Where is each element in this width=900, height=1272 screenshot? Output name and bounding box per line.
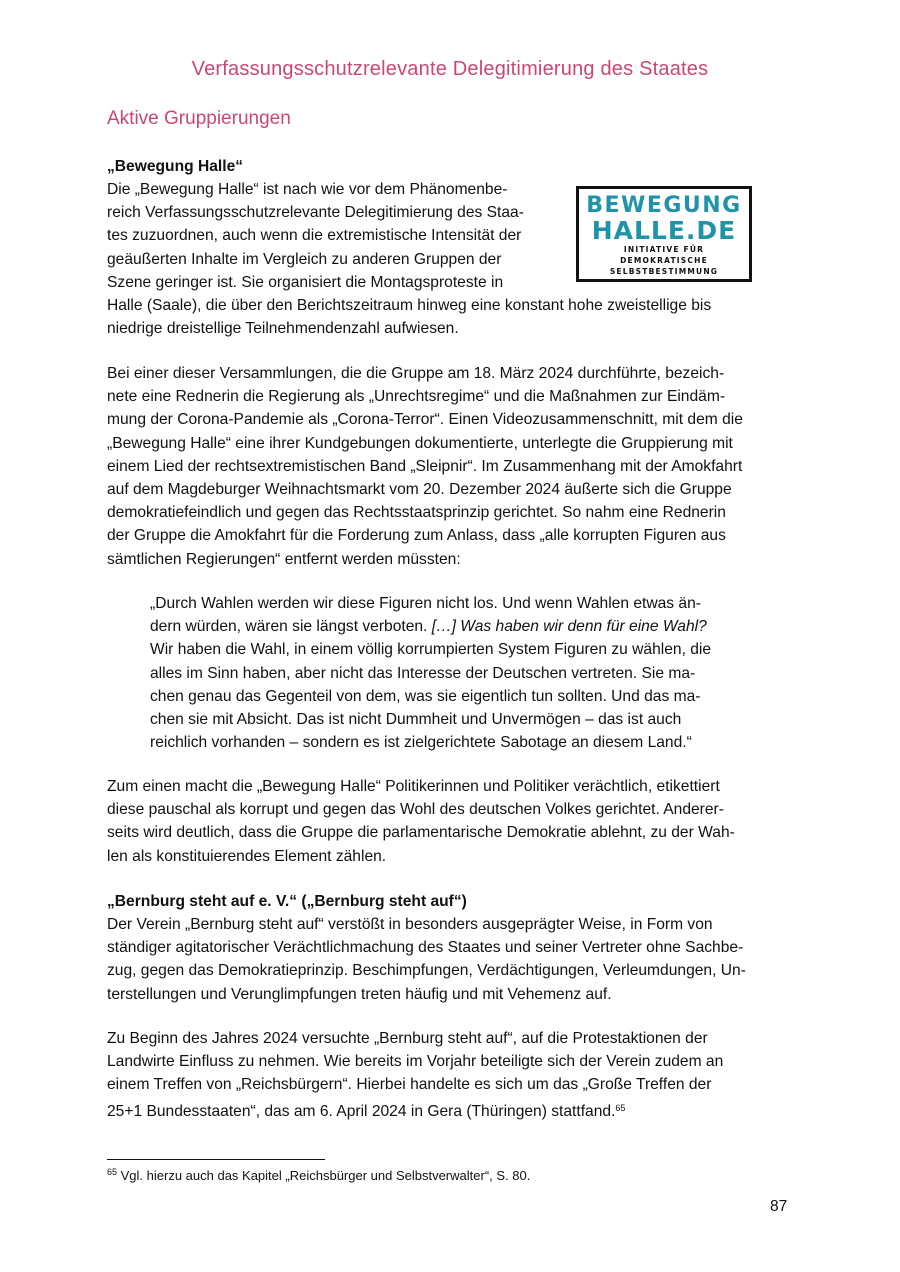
text-line: seits wird deutlich, dass die Gruppe die parlamentarische Demokratie ablehnt, zu der Wah- xyxy=(107,824,735,842)
heading-bernburg-steht-auf: „Bernburg steht auf e. V.“ („Bernburg steht auf“) xyxy=(107,893,467,910)
quote-text: dern würden, wären sie längst verboten. xyxy=(150,618,432,636)
text-line: len als konstituierendes Element zählen. xyxy=(107,847,387,865)
logo-tagline-3: SELBSTBESTIMMUNG xyxy=(609,267,719,276)
text-line: nete eine Rednerin die Regierung als „Unrechtsregime“ und die Maßnahmen zur Eindäm- xyxy=(107,388,726,406)
text-line: auf dem Magdeburger Weihnachtsmarkt vom 20. Dezember 2024 äußerte sich die Gruppe xyxy=(107,481,732,499)
text-line: Die „Bewegung Halle“ ist nach wie vor dem Phänomenbe- xyxy=(107,181,508,198)
quote-line: „Durch Wahlen werden wir diese Figuren nicht los. Und wenn Wahlen etwas än- xyxy=(150,595,701,612)
heading-bewegung-halle: „Bewegung Halle“ xyxy=(107,158,244,175)
quote-line: chen genau das Gegenteil von dem, was sie eigentlich tun sollten. Und das ma- xyxy=(150,687,701,705)
text-line: einem Treffen von „Reichsbürgern“. Hierbei handelte es sich um das „Große Treffen der xyxy=(107,1076,712,1094)
text-line: Szene geringer ist. Sie organisiert die Montagsproteste in xyxy=(107,273,504,291)
quote-block xyxy=(150,592,760,754)
logo-text-halle: HALLE.DE xyxy=(591,216,737,245)
text-line: terstellungen und Verunglimpfungen treten häufig und mit Vehemenz auf. xyxy=(107,985,612,1003)
page-number: 87 xyxy=(770,1198,788,1215)
footnote-divider xyxy=(107,1159,325,1160)
text-line: Zum einen macht die „Bewegung Halle“ Politikerinnen und Politiker verächtlich, etikettiert xyxy=(107,778,720,795)
text-line: tes zuzuordnen, auch wenn die extremistische Intensität der xyxy=(107,227,522,245)
paragraph-bewegung-intro xyxy=(107,178,797,340)
text-line: niedrige dreistellige Teilnehmendenzahl aufwiesen. xyxy=(107,320,459,338)
footnote xyxy=(107,1167,530,1183)
text-fragment: 25+1 Bundesstaaten“, das am 6. April 2024 in Gera (Thüringen) stattfand. xyxy=(107,1102,616,1120)
text-line: „Bewegung Halle“ eine ihrer Kundgebungen dokumentierte, unterlegte die Gruppierung mit xyxy=(107,434,733,452)
text-line: Halle (Saale), die über den Berichtszeitraum hinweg eine konstant hohe zweistellige bis xyxy=(107,297,712,315)
footnote-reference[interactable]: 65 xyxy=(615,1102,626,1113)
text-line: einem Lied der rechtsextremistischen Band „Sleipnir“. Im Zusammenhang mit der Amokfahrt xyxy=(107,457,743,475)
quote-line: alles im Sinn haben, aber nicht das Interesse der Deutschen vertreten. Sie ma- xyxy=(150,664,696,682)
paragraph-bewegung-assembly xyxy=(107,362,797,571)
logo-tagline-1: INITIATIVE FÜR xyxy=(623,245,705,254)
footnote-text: Vgl. hierzu auch das Kapitel „Reichsbürger und Selbstverwalter“, S. 80. xyxy=(117,1168,531,1183)
footnote-number: 65 xyxy=(107,1167,118,1177)
quote-line: chen sie mit Absicht. Das ist nicht Dummheit und Unvermögen – das ist auch xyxy=(150,711,682,729)
text-line: sämtlichen Regierungen“ entfernt werden müssten: xyxy=(107,550,461,568)
text-line: reich Verfassungsschutzrelevante Delegitimierung des Staa- xyxy=(107,204,524,222)
running-header-title: Verfassungsschutzrelevante Delegitimierung des Staates xyxy=(191,58,709,80)
text-line: demokratiefeindlich und gegen das Rechtsstaatsprinzip gerichtet. So nahm eine Rednerin xyxy=(107,504,726,522)
paragraph-bernburg-2024 xyxy=(107,1027,797,1123)
text-line: zug, gegen das Demokratieprinzip. Beschimpfungen, Verdächtigungen, Verleumdungen, Un- xyxy=(107,962,746,980)
paragraph-bewegung-assessment xyxy=(107,775,797,868)
text-line: diese pauschal als korrupt und gegen das Wohl des deutschen Volkes gerichtet. Anderer- xyxy=(107,801,724,819)
quote-line xyxy=(150,615,760,638)
text-line: geäußerten Inhalte im Vergleich zu anderen Gruppen der xyxy=(107,250,502,268)
logo-tagline-2: DEMOKRATISCHE xyxy=(620,256,708,265)
text-line: Der Verein „Bernburg steht auf“ verstößt in besonders ausgeprägter Weise, in Form von xyxy=(107,916,713,933)
quote-line: reichlich vorhanden – sondern es ist zielgerichtete Sabotage an diesem Land.“ xyxy=(150,734,692,752)
text-line: ständiger agitatorischer Verächtlichmachung des Staates und seiner Vertreter ohne Sachbe- xyxy=(107,939,744,957)
section-title: Aktive Gruppierungen xyxy=(107,108,291,129)
paragraph-bernburg-intro xyxy=(107,913,797,1006)
quote-line: Wir haben die Wahl, in einem völlig korrumpierten System Figuren zu wählen, die xyxy=(150,641,712,659)
text-line xyxy=(107,1097,797,1123)
text-line: Landwirte Einfluss zu nehmen. Wie bereits im Vorjahr beteiligte sich der Verein zudem an xyxy=(107,1053,724,1071)
quote-italic-text: […] Was haben wir denn für eine Wahl? xyxy=(431,618,707,636)
text-line: mung der Corona-Pandemie als „Corona-Terror“. Einen Videozusammenschnitt, mit dem die xyxy=(107,411,743,429)
text-line: Zu Beginn des Jahres 2024 versuchte „Bernburg steht auf“, auf die Protestaktionen der xyxy=(107,1030,708,1047)
text-line: Bei einer dieser Versammlungen, die die Gruppe am 18. März 2024 durchführte, bezeich- xyxy=(107,365,725,382)
logo-text-bewegung: BEWEGUNG xyxy=(586,193,742,218)
text-line: der Gruppe die Amokfahrt für die Forderung zum Anlass, dass „alle korrupten Figuren aus xyxy=(107,527,726,545)
